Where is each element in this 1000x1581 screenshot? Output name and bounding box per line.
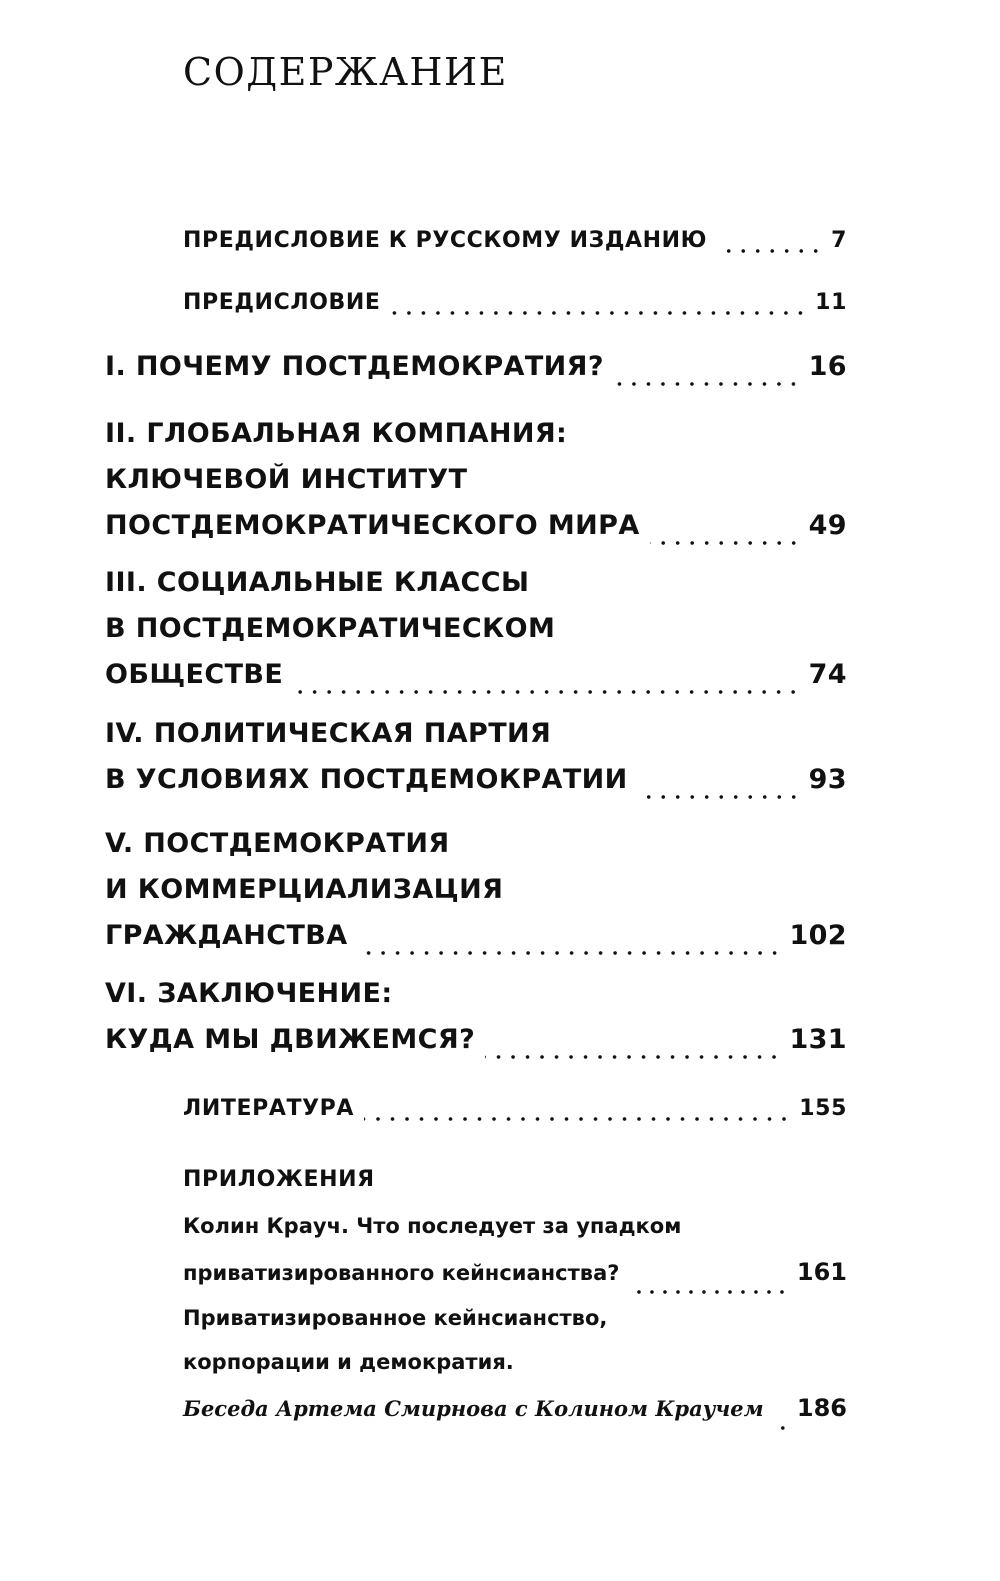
toc-entry-chapter-3[interactable] — [105, 567, 847, 705]
page-number: 16 — [808, 351, 847, 382]
page-number: 155 — [799, 1096, 847, 1121]
entry-title: ЛИТЕРАТУРА — [183, 1096, 354, 1121]
entry-title-line: ОБЩЕСТВЕ — [105, 659, 284, 690]
entry-title-line: И КОММЕРЦИАЛИЗАЦИЯ — [105, 874, 504, 905]
page-number: 7 — [831, 228, 847, 253]
page-number: 186 — [796, 1394, 847, 1422]
toc-entry-preface[interactable] — [183, 290, 847, 324]
entry-title-line: корпорации и демократия. — [183, 1350, 514, 1374]
entry-title-line: В УСЛОВИЯХ ПОСТДЕМОКРАТИИ — [105, 764, 628, 795]
dot-leader — [293, 690, 800, 694]
toc-entry-chapter-4[interactable] — [105, 718, 847, 810]
page-number: 74 — [808, 659, 847, 690]
entry-title: ПРЕДИСЛОВИЕ К РУССКОМУ ИЗДАНИЮ — [183, 228, 708, 253]
page-number: 102 — [789, 920, 847, 951]
toc-entry-chapter-2[interactable] — [105, 418, 847, 556]
dot-leader — [717, 249, 823, 253]
entry-title-line: КУДА МЫ ДВИЖЕМСЯ? — [105, 1024, 476, 1055]
toc-entry-chapter-1[interactable] — [105, 351, 847, 397]
dot-leader — [629, 1290, 788, 1294]
page-number: 93 — [808, 764, 847, 795]
entry-subtitle-italic: Беседа Артема Смирнова с Колином Краучем — [183, 1396, 764, 1421]
toc-entry-literature[interactable] — [183, 1096, 847, 1130]
dot-leader — [364, 1117, 791, 1121]
entry-title-line: КЛЮЧЕВОЙ ИНСТИТУТ — [105, 464, 468, 495]
toc-entry-appendix-2[interactable] — [183, 1306, 847, 1438]
entry-title: I. ПОЧЕМУ ПОСТДЕМОКРАТИЯ? — [105, 351, 604, 382]
entry-title-line: В ПОСТДЕМОКРАТИЧЕСКОМ — [105, 613, 556, 644]
page-number: 131 — [789, 1024, 847, 1055]
toc-appendix-heading — [183, 1167, 847, 1201]
entry-title-line: VI. ЗАКЛЮЧЕНИЕ: — [105, 978, 393, 1009]
toc-entry-chapter-5[interactable] — [105, 828, 847, 966]
entry-title-line: приватизированного кейнсианства? — [183, 1261, 620, 1285]
dot-leader — [774, 1426, 789, 1430]
section-heading: ПРИЛОЖЕНИЯ — [183, 1167, 375, 1192]
dot-leader — [485, 1055, 781, 1059]
toc-entry-preface-russian[interactable] — [183, 228, 847, 262]
entry-title-line: Приватизированное кейнсианство, — [183, 1306, 608, 1330]
dot-leader — [638, 795, 801, 799]
page-title: СОДЕРЖАНИЕ — [183, 50, 508, 94]
entry-title-line: ГРАЖДАНСТВА — [105, 920, 348, 951]
entry-title-line: IV. ПОЛИТИЧЕСКАЯ ПАРТИЯ — [105, 718, 552, 749]
entry-title-line: Колин Крауч. Что последует за упадком — [183, 1214, 682, 1238]
dot-leader — [391, 311, 808, 315]
dot-leader — [358, 951, 782, 955]
page-number: 49 — [808, 510, 847, 541]
entry-title-line: V. ПОСТДЕМОКРАТИЯ — [105, 828, 450, 859]
toc-entry-appendix-1[interactable] — [183, 1214, 847, 1302]
entry-title: ПРЕДИСЛОВИЕ — [183, 290, 381, 315]
entry-title-line: ПОСТДЕМОКРАТИЧЕСКОГО МИРА — [105, 510, 640, 541]
dot-leader — [614, 382, 801, 386]
entry-title-line: III. СОЦИАЛЬНЫЕ КЛАССЫ — [105, 567, 530, 598]
page-number: 161 — [796, 1258, 847, 1286]
toc-entry-chapter-6[interactable] — [105, 978, 847, 1070]
page-number: 11 — [815, 290, 847, 315]
entry-title-line: II. ГЛОБАЛЬНАЯ КОМПАНИЯ: — [105, 418, 568, 449]
dot-leader — [650, 541, 801, 545]
